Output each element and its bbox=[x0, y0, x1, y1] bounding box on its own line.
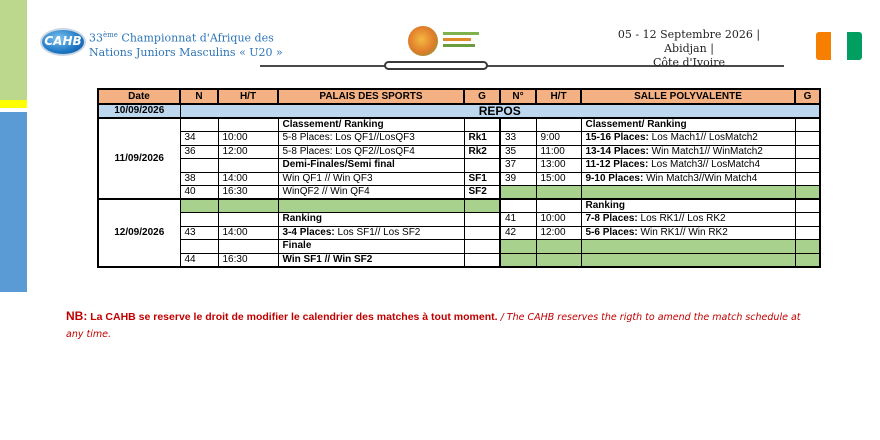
palais-section-title: Demi-Finales/Semi final bbox=[278, 159, 464, 173]
placement-label: 7-8 Places: bbox=[585, 213, 638, 225]
empty-cell bbox=[581, 253, 795, 267]
col-header-date: Date bbox=[98, 89, 180, 104]
match-code bbox=[464, 240, 500, 254]
day-repos bbox=[98, 104, 820, 118]
table-row bbox=[98, 118, 820, 132]
table-row bbox=[98, 253, 820, 267]
match-code bbox=[464, 213, 500, 227]
table-row bbox=[98, 240, 820, 254]
palais-match: 5-8 Places: Los QF1//LosQF3 bbox=[278, 132, 464, 146]
event-logo bbox=[406, 22, 482, 62]
empty-cell bbox=[536, 253, 581, 267]
placement-label: 15-16 Places: bbox=[585, 132, 649, 144]
match-number bbox=[180, 159, 218, 173]
col-header-g: G bbox=[464, 89, 500, 104]
match-time: 16:30 bbox=[218, 186, 278, 200]
empty-cell bbox=[795, 253, 820, 267]
match-number bbox=[180, 240, 218, 254]
match-teams: Win RK1// Win RK2 bbox=[637, 226, 728, 238]
match-code bbox=[464, 118, 500, 132]
match-time: 14:00 bbox=[218, 226, 278, 240]
match-number: 38 bbox=[180, 172, 218, 186]
table-row bbox=[98, 186, 820, 200]
match-code bbox=[464, 226, 500, 240]
palais-match: WinQF2 // Win QF4 bbox=[278, 186, 464, 200]
date-cell: 12/09/2026 bbox=[98, 199, 180, 267]
match-teams: Los SF1// Los SF2 bbox=[334, 226, 421, 238]
match-time: 12:00 bbox=[536, 226, 581, 240]
match-code bbox=[795, 226, 820, 240]
date-cell: 11/09/2026 bbox=[98, 118, 180, 199]
match-time bbox=[536, 118, 581, 132]
match-number: 42 bbox=[500, 226, 536, 240]
placement-label: 5-6 Places: bbox=[585, 226, 638, 238]
match-code bbox=[464, 253, 500, 267]
match-code bbox=[795, 213, 820, 227]
empty-cell bbox=[218, 199, 278, 213]
match-number: 34 bbox=[180, 132, 218, 146]
match-time: 9:00 bbox=[536, 132, 581, 146]
note-french: La CAHB se reserve le droit de modifier le calendrier des matches à tout moment. bbox=[87, 311, 498, 323]
match-number: 41 bbox=[500, 213, 536, 227]
salle-match bbox=[581, 145, 795, 159]
day-12-09 bbox=[98, 199, 820, 267]
salle-match bbox=[581, 159, 795, 173]
table-row bbox=[98, 172, 820, 186]
match-number bbox=[180, 213, 218, 227]
match-number: 40 bbox=[180, 186, 218, 200]
col-header-ht2: H/T bbox=[536, 89, 581, 104]
empty-cell bbox=[500, 253, 536, 267]
empty-cell bbox=[500, 240, 536, 254]
match-teams: Los RK1// Los RK2 bbox=[637, 213, 726, 225]
match-number: 44 bbox=[180, 253, 218, 267]
match-code bbox=[795, 118, 820, 132]
empty-cell bbox=[581, 186, 795, 200]
match-code bbox=[795, 199, 820, 213]
placement-label: 11-12 Places: bbox=[585, 159, 649, 171]
empty-cell bbox=[500, 186, 536, 200]
match-code: SF2 bbox=[464, 186, 500, 200]
match-time bbox=[218, 118, 278, 132]
table-row bbox=[98, 132, 820, 146]
placement-label: 3-4 Places: bbox=[282, 226, 335, 238]
palais-section-title: Classement/ Ranking bbox=[278, 118, 464, 132]
match-time bbox=[218, 240, 278, 254]
note-english: The CAHB reserves the rigth to amend the match schedule at any time. bbox=[66, 312, 801, 340]
table-header-row bbox=[98, 89, 820, 104]
cahb-logo bbox=[40, 24, 86, 62]
empty-cell bbox=[581, 240, 795, 254]
match-time: 14:00 bbox=[218, 172, 278, 186]
palais-match: Win SF1 // Win SF2 bbox=[278, 253, 464, 267]
salle-section-title: Ranking bbox=[581, 199, 795, 213]
match-number bbox=[500, 199, 536, 213]
match-time: 11:00 bbox=[536, 145, 581, 159]
match-number bbox=[180, 118, 218, 132]
table-row bbox=[98, 104, 820, 118]
col-header-salle: SALLE POLYVALENTE bbox=[581, 89, 795, 104]
match-code bbox=[795, 145, 820, 159]
championship-title bbox=[89, 28, 283, 60]
title-number: 33 bbox=[89, 31, 103, 45]
table-row bbox=[98, 159, 820, 173]
match-number: 43 bbox=[180, 226, 218, 240]
col-header-n: N bbox=[180, 89, 218, 104]
repos-cell: REPOS bbox=[180, 104, 820, 118]
salle-match bbox=[581, 213, 795, 227]
empty-cell bbox=[180, 199, 218, 213]
salle-match bbox=[581, 172, 795, 186]
match-time: 16:30 bbox=[218, 253, 278, 267]
match-number: 37 bbox=[500, 159, 536, 173]
title-line-1 bbox=[89, 28, 283, 46]
title-line1-text: Championnat d'Afrique des bbox=[117, 31, 274, 45]
salle-match bbox=[581, 226, 795, 240]
empty-cell bbox=[278, 199, 464, 213]
placement-label: 9-10 Places: bbox=[585, 172, 644, 184]
table-row bbox=[98, 213, 820, 227]
header-divider-ornament bbox=[384, 61, 488, 70]
dates-line-1: 05 - 12 Septembre 2026 | Abidjan | bbox=[617, 28, 761, 55]
cahb-logo-text: CAHB bbox=[44, 34, 82, 48]
match-time: 15:00 bbox=[536, 172, 581, 186]
match-number bbox=[500, 118, 536, 132]
match-teams: Los Match3// LosMatch4 bbox=[648, 159, 761, 171]
palais-section-title: Finale bbox=[278, 240, 464, 254]
col-header-n2: N° bbox=[500, 89, 536, 104]
title-line-2: Nations Juniors Masculins « U20 » bbox=[89, 45, 283, 59]
empty-cell bbox=[795, 186, 820, 200]
match-code bbox=[464, 159, 500, 173]
empty-cell bbox=[464, 199, 500, 213]
title-superscript: ème bbox=[103, 31, 118, 39]
col-header-g2: G bbox=[795, 89, 820, 104]
match-code bbox=[795, 132, 820, 146]
empty-cell bbox=[795, 240, 820, 254]
schedule-table bbox=[97, 88, 821, 268]
palais-match: Win QF1 // Win QF3 bbox=[278, 172, 464, 186]
match-teams: Los Mach1// LosMatch2 bbox=[648, 132, 758, 144]
date-cell: 10/09/2026 bbox=[98, 104, 180, 118]
match-time: 13:00 bbox=[536, 159, 581, 173]
match-number: 33 bbox=[500, 132, 536, 146]
table-row bbox=[98, 226, 820, 240]
match-number: 35 bbox=[500, 145, 536, 159]
match-code bbox=[795, 159, 820, 173]
day-11-09 bbox=[98, 118, 820, 199]
match-teams: Win Match1// WinMatch2 bbox=[648, 145, 763, 157]
empty-cell bbox=[536, 186, 581, 200]
match-time bbox=[218, 213, 278, 227]
empty-cell bbox=[536, 240, 581, 254]
table-row bbox=[98, 145, 820, 159]
event-logo-lettering bbox=[443, 32, 479, 50]
col-header-ht: H/T bbox=[218, 89, 278, 104]
side-bar-blue bbox=[0, 112, 27, 292]
match-time: 12:00 bbox=[218, 145, 278, 159]
side-bar-yellow bbox=[0, 100, 27, 108]
palais-match: 5-8 Places: Los QF2//LosQF4 bbox=[278, 145, 464, 159]
match-time: 10:00 bbox=[218, 132, 278, 146]
match-code: SF1 bbox=[464, 172, 500, 186]
match-code bbox=[795, 172, 820, 186]
note-label: NB: bbox=[66, 309, 88, 323]
dates-line-2: Côte d'Ivoire bbox=[653, 56, 725, 69]
match-time bbox=[536, 199, 581, 213]
match-time: 10:00 bbox=[536, 213, 581, 227]
table-row bbox=[98, 199, 820, 213]
col-header-palais: PALAIS DES SPORTS bbox=[278, 89, 464, 104]
note-separator: / bbox=[497, 312, 507, 323]
match-time bbox=[218, 159, 278, 173]
match-number: 39 bbox=[500, 172, 536, 186]
match-teams: Win Match3//Win Match4 bbox=[643, 172, 758, 184]
salle-section-title: Classement/ Ranking bbox=[581, 118, 795, 132]
palais-match bbox=[278, 226, 464, 240]
salle-match bbox=[581, 132, 795, 146]
disclaimer-note bbox=[66, 308, 806, 343]
match-code: Rk1 bbox=[464, 132, 500, 146]
placement-label: 13-14 Places: bbox=[585, 145, 649, 157]
match-number: 36 bbox=[180, 145, 218, 159]
ivory-coast-flag-icon bbox=[816, 32, 862, 60]
event-dates bbox=[604, 28, 774, 70]
side-bar-green bbox=[0, 0, 27, 100]
palais-section-title: Ranking bbox=[278, 213, 464, 227]
event-logo-emblem bbox=[408, 26, 438, 56]
match-code: Rk2 bbox=[464, 145, 500, 159]
